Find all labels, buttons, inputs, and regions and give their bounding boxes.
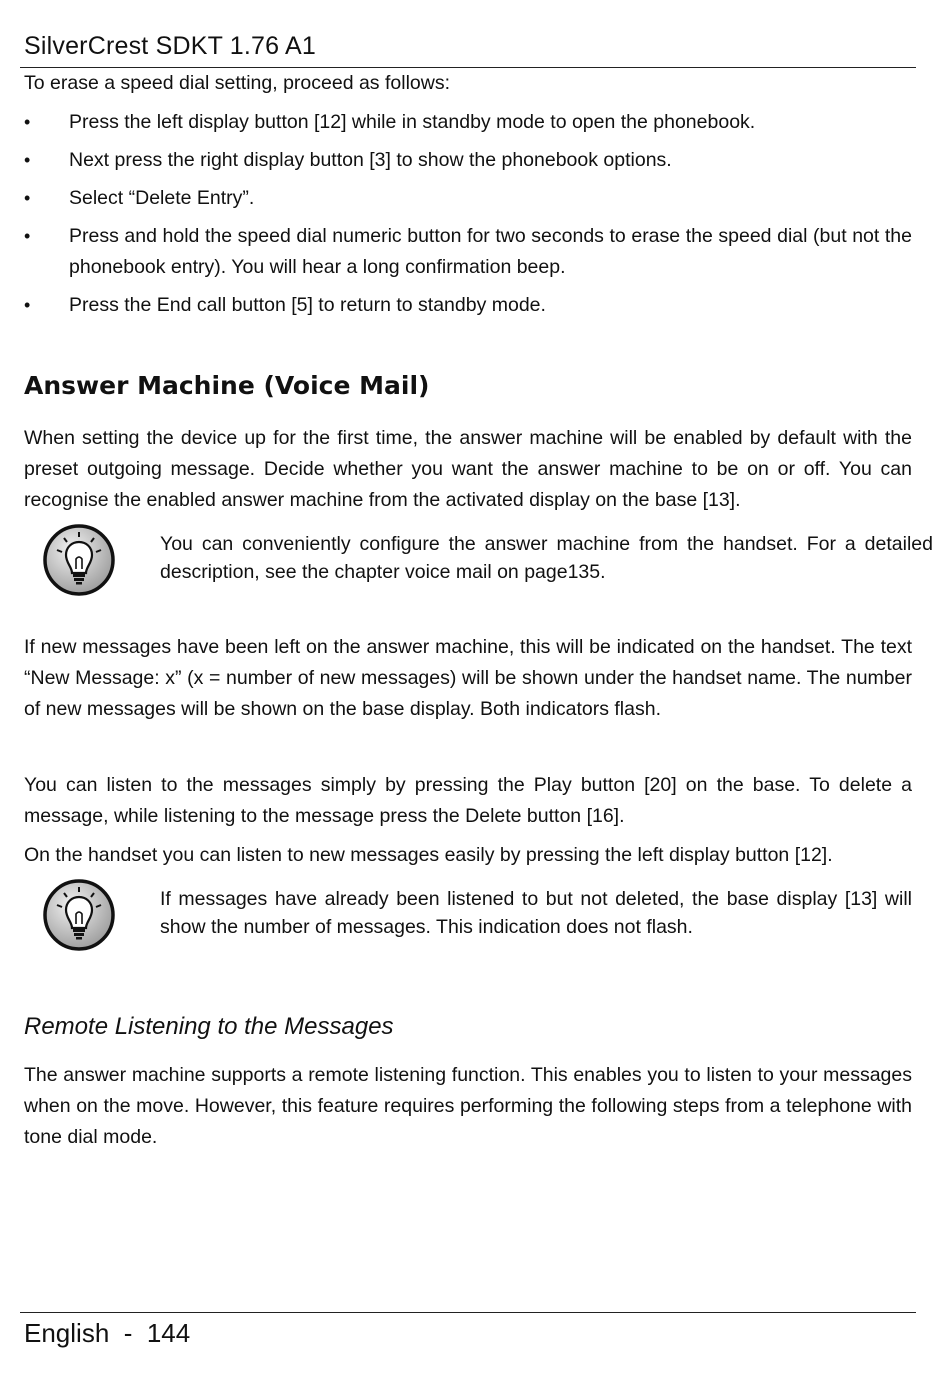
section-paragraph: On the handset you can listen to new messages easily by pressing the left display button [12]. (24, 844, 833, 866)
section-paragraph: You can listen to the messages simply by pressing the Play button [20] on the base. To delete a message, while listening to the message press the Delete button [16]. (24, 774, 912, 827)
section-paragraph: If new messages have been left on the answer machine, this will be indicated on the handset. The text “New Message: x” (x = number of new messages) will be shown under the handset name. The number of new messages will be shown on the base display. Both indicators flash. (24, 636, 912, 720)
list-item-text: Press the End call button [5] to return to standby mode. (69, 294, 546, 316)
list-item-text: Press the left display button [12] while in standby mode to open the phonebook. (69, 111, 756, 133)
section-paragraph: When setting the device up for the first time, the answer machine will be enabled by default with the preset outgoing message. Decide whether you want the answer machine to be on or off. You can recognise the enabled answer machine from the activated display on the base [13]. (24, 427, 912, 511)
list-item-text: Next press the right display button [3] to show the phonebook options. (69, 149, 672, 171)
subsection-paragraph: The answer machine supports a remote listening function. This enables you to listen to your messages when on the move. However, this feature requires performing the following steps from a telephone with tone dial mode. (24, 1064, 912, 1148)
section-heading: Answer Machine (Voice Mail) (24, 371, 430, 400)
subsection-heading: Remote Listening to the Messages (24, 1013, 394, 1040)
intro-text: To erase a speed dial setting, proceed as follows: (24, 72, 451, 94)
bullet-icon: • (24, 112, 31, 132)
page-header-title: SilverCrest SDKT 1.76 A1 (24, 32, 316, 60)
bullet-icon: • (24, 226, 31, 246)
tip-text: If messages have already been listened to but not deleted, the base display [13] will show the number of messages. This indication does not flash. (160, 888, 912, 938)
footer-divider (20, 1312, 916, 1313)
lightbulb-tip-icon (42, 878, 116, 952)
lightbulb-tip-icon (42, 523, 116, 597)
bullet-icon: • (24, 150, 31, 170)
page-footer: English - 144 (24, 1318, 191, 1348)
bullet-icon: • (24, 295, 31, 315)
bullet-icon: • (24, 188, 31, 208)
list-item-text: Select “Delete Entry”. (69, 187, 255, 209)
list-item-text: Press and hold the speed dial numeric button for two seconds to erase the speed dial (but not the phonebook entry). You will hear a long confirmation beep. (69, 225, 912, 278)
tip-text: You can conveniently configure the answer machine from the handset. For a detailed description, see the chapter voice mail on page135. (160, 533, 933, 583)
